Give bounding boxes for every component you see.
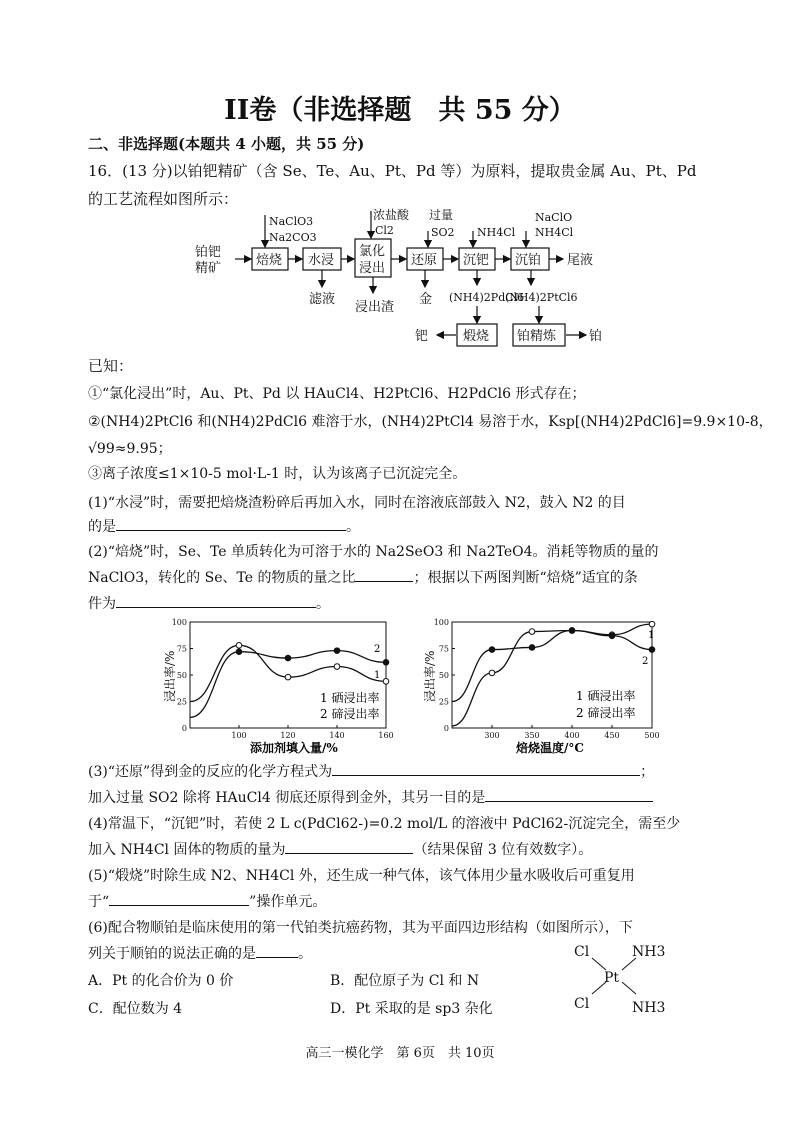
flow-raw-1: 铂钯 [195, 245, 222, 260]
q2-line-3 [88, 593, 330, 613]
chart2-legend-2: 2 碲浸出率 [576, 706, 636, 720]
flow-box-calcine: 煅烧 [463, 329, 490, 344]
q2-suffix: 。 [316, 596, 330, 612]
q5-suffix: ”操作单元。 [249, 894, 327, 910]
c1-series-2-point [334, 648, 340, 654]
page-title: II卷（非选择题 共 55 分） [224, 95, 576, 126]
q3-suffix: ； [640, 764, 655, 780]
q5-unit-blank[interactable] [109, 891, 249, 906]
known-title: 已知： [88, 357, 134, 375]
c2-xtick-label: 300 [484, 731, 500, 740]
cisplatin-structure [570, 940, 680, 1020]
flow-box-chlor-1: 氯化 [359, 244, 386, 259]
chart2-curve-label-1: 1 [648, 630, 655, 641]
c1-ytick-label: 100 [171, 618, 187, 627]
chart1-curve-label-2: 2 [374, 644, 381, 655]
c2-series-2-point [649, 647, 655, 653]
q3-line-1 [88, 761, 654, 781]
flow-box-water: 水浸 [308, 253, 335, 268]
c1-xtick-label: 160 [378, 731, 394, 740]
option-d[interactable]: D．Pt 采取的是 sp3 杂化 [330, 1001, 493, 1017]
chart-temperature [420, 614, 670, 756]
q2-prefix2: 件为 [88, 596, 116, 612]
q3-purpose-blank[interactable] [485, 787, 653, 802]
q4-line-1: (4)常温下，“沉钯”时，若使 2 L c(PdCl62-)=0.2 mol/L 的溶液中 PdCl62-沉淀完全，需至少 [88, 816, 681, 832]
flow-reagent4-b: SO2 [431, 226, 455, 239]
flow-out-gold: 金 [419, 292, 433, 307]
flow-reagent3-b: Cl2 [375, 224, 394, 237]
cisplatin-nh3-top: NH3 [632, 944, 666, 960]
option-a[interactable]: A．Pt 的化合价为 0 价 [88, 973, 234, 989]
known-2b: √99≈9.95； [88, 441, 172, 457]
intro-line-2: 的工艺流程如图所示： [88, 190, 239, 208]
q5-line-2 [88, 891, 326, 911]
q1-line-2 [88, 516, 360, 536]
known-3: ③离子浓度≤1×10-5 mol·L-1 时，认为该离子已沉淀完全。 [88, 466, 467, 482]
chart-additive [160, 614, 400, 756]
chart2-legend-1: 1 硒浸出率 [576, 689, 636, 703]
c2-series-2-point [489, 647, 495, 653]
q6-prefix: 列关于顺铂的说法正确的是 [88, 946, 256, 962]
chart1-curve-label-1: 1 [374, 670, 381, 681]
cisplatin-nh3-bottom: NH3 [632, 1000, 666, 1016]
option-c[interactable]: C．配位数为 4 [88, 1001, 183, 1017]
flow-out-pd: (NH4)2PdCl6 [449, 291, 525, 304]
c2-xtick-label: 500 [644, 731, 660, 740]
c2-xtick-label: 400 [564, 731, 580, 740]
c2-xtick-label: 350 [524, 731, 540, 740]
q5-line-1: (5)“煅烧”时除生成 N2、NH4Cl 外，还生成一种气体，该气体用少量水吸收后可重复用 [88, 868, 635, 884]
flow-box-reduce: 还原 [411, 253, 438, 268]
c1-ytick-label: 0 [181, 724, 187, 733]
c1-xtick-label: 140 [329, 731, 345, 740]
cisplatin-cl-top: Cl [574, 944, 590, 960]
cisplatin-cl-bottom: Cl [574, 996, 590, 1012]
chart1-ylabel: 浸出率/% [163, 650, 177, 702]
chart1-xlabel: 添加剂填入量/% [250, 741, 338, 755]
q3-prefix2: 加入过量 SO2 除将 HAuCl4 彻底还原得到金外，其另一目的是 [88, 790, 486, 806]
option-b[interactable]: B．配位原子为 Cl 和 N [330, 973, 480, 989]
c2-xtick-label: 450 [604, 731, 620, 740]
flow-box-roast: 焙烧 [256, 253, 283, 268]
flow-out-filtrate: 滤液 [309, 292, 336, 307]
chart1-legend-2: 2 碲浸出率 [320, 707, 380, 721]
c2-series-2-point [609, 633, 615, 639]
c1-ytick-label: 75 [176, 644, 187, 654]
flow-reagent6-b: NH4Cl [535, 226, 574, 239]
q4-prefix: 加入 NH4Cl 固体的物质的量为 [88, 842, 286, 858]
flow-prod-pt: 铂 [589, 329, 603, 344]
flow-reagent6-a: NaClO [535, 211, 573, 224]
known-2: ②(NH4)2PtCl6 和(NH4)2PdCl6 难溶于水，(NH4)2PtCl4 易溶于水，Ksp[(NH4)2PdCl6]=9.9×10-8， [88, 414, 773, 430]
c2-ytick-label: 50 [438, 671, 449, 680]
q2-line-1: (2)“焙烧”时，Se、Te 单质转化为可溶于水的 Na2SeO3 和 Na2TeO4。消耗等物质的量的 [88, 544, 659, 560]
flow-box-chlor-2: 浸出 [359, 261, 386, 276]
flow-reagent5: NH4Cl [477, 226, 516, 239]
c1-ytick-label: 50 [176, 671, 187, 680]
c2-series-1-point [649, 621, 655, 627]
c2-ytick-label: 0 [443, 724, 449, 733]
chart2-curve-label-2: 2 [642, 656, 649, 667]
cisplatin-pt: Pt [604, 970, 620, 986]
c1-series-1-point [285, 674, 291, 680]
c1-series-2-point [236, 649, 242, 655]
c1-series-2-point [285, 655, 291, 661]
section-heading: 二、非选择题(本题共 4 小题，共 55 分) [88, 135, 365, 153]
q2-line-2 [88, 567, 638, 587]
flow-reagent1-b: Na2CO3 [269, 231, 317, 244]
chart2-xlabel: 焙烧温度/°C [516, 741, 584, 755]
c1-series-1-point [334, 664, 340, 670]
c2-series-1-point [529, 629, 535, 635]
page-footer: 高三一模化学 第 6页 共 10页 [305, 1046, 495, 1061]
q2-mid: ；根据以下两图判断“焙烧”适宜的条 [413, 570, 638, 586]
q4-suffix: （结果保留 3 位有效数字）。 [413, 842, 593, 858]
q2-condition-blank[interactable] [116, 593, 316, 608]
flow-box-pd: 沉钯 [463, 253, 490, 268]
q1-answer-blank[interactable] [116, 516, 346, 531]
c1-series-1-point [383, 679, 389, 685]
q6-suffix: 。 [298, 946, 312, 962]
flow-box-refine: 铂精炼 [517, 329, 557, 344]
q6-line-1: (6)配合物顺铂是临床使用的第一代铂类抗癌药物，其为平面四边形结构（如图所示），下 [88, 920, 633, 936]
c2-ytick-label: 25 [438, 697, 449, 707]
chart1-legend-1: 1 硒浸出率 [320, 691, 380, 705]
q3-prefix: (3)“还原”得到金的反应的化学方程式为 [88, 764, 333, 780]
intro-line-1: 16．(13 分)以铂钯精矿（含 Se、Te、Au、Pt、Pd 等）为原料，提取贵金属 Au、Pt、Pd [88, 162, 697, 180]
q3-line-2 [88, 787, 653, 807]
c1-xtick-label: 120 [280, 731, 296, 740]
q2-prefix: NaClO3，转化的 Se、Te 的物质的量之比 [88, 570, 356, 586]
c2-ytick-label: 75 [438, 644, 449, 654]
flow-raw-2: 精矿 [195, 261, 222, 276]
c1-series-2-point [383, 659, 389, 665]
flow-box-pt: 沉铂 [515, 253, 542, 268]
c2-series-1-point [489, 670, 495, 676]
c1-series-1-point [236, 643, 242, 649]
q1-prefix: 的是 [88, 519, 116, 535]
q6-line-2 [88, 943, 312, 963]
chart2-ylabel: 浸出率/% [423, 650, 437, 702]
q3-equation-blank[interactable] [332, 761, 640, 776]
q1-line-1: (1)“水浸”时，需要把焙烧渣粉碎后再加入水，同时在溶液底部鼓入 N2，鼓入 N2 的目 [88, 495, 626, 511]
process-flow-diagram [185, 205, 645, 353]
q6-answer-blank[interactable] [256, 943, 298, 958]
q1-suffix: 。 [346, 519, 360, 535]
c2-series-2-point [569, 628, 575, 634]
c1-xtick-label: 100 [231, 731, 247, 740]
flow-out-pt: (NH4)2PtCl6 [505, 291, 578, 304]
c2-ytick-label: 100 [433, 618, 449, 627]
flow-out-residue: 浸出渣 [355, 300, 395, 315]
flow-reagent4-a: 过量 [429, 208, 454, 222]
q4-line-2 [88, 839, 592, 859]
flow-reagent1-a: NaClO3 [269, 215, 314, 228]
q5-prefix: 于“ [88, 894, 110, 910]
c2-series-2-point [529, 645, 535, 651]
q2-ratio-blank[interactable] [355, 567, 413, 582]
known-1: ①“氯化浸出”时，Au、Pt、Pd 以 HAuCl4、H2PtCl6、H2PdCl6 形式存在； [88, 386, 586, 402]
flow-prod-pd: 钯 [415, 329, 429, 344]
q4-amount-blank[interactable] [285, 839, 413, 854]
flow-tail: 尾液 [567, 253, 594, 268]
c1-ytick-label: 25 [176, 697, 187, 707]
flow-reagent3-a: 浓盐酸 [373, 208, 410, 222]
